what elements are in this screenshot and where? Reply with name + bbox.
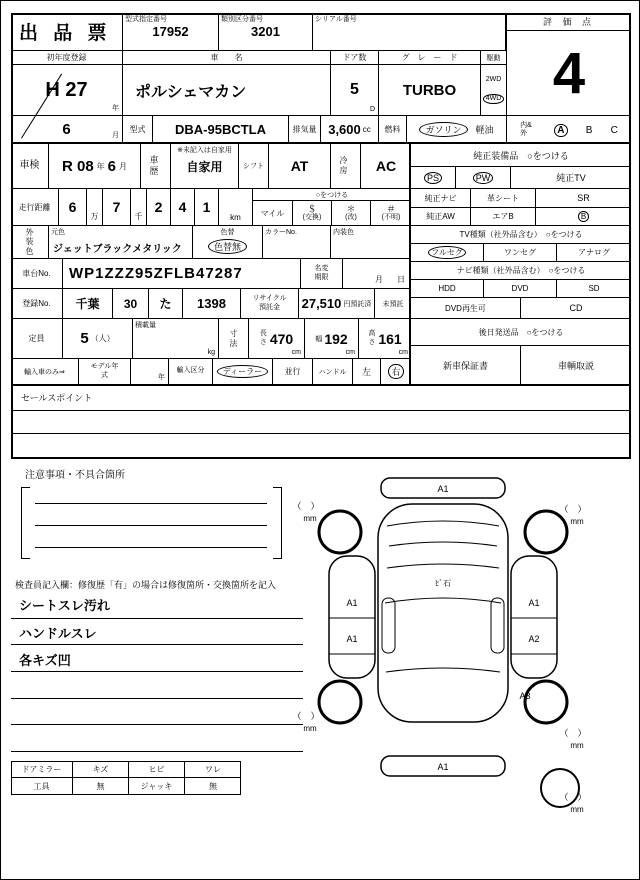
grade-value: TURBO bbox=[402, 81, 457, 99]
tread-bracket-front-left: （ ） bbox=[292, 501, 320, 511]
note-rule-1 bbox=[11, 618, 303, 619]
shaken-label-cell: 車検 bbox=[11, 144, 49, 189]
right-door-inner-shape bbox=[491, 598, 504, 653]
mileage-km-cell: km bbox=[219, 189, 253, 226]
recycle-value-cell: 27,510 円預託済 bbox=[299, 289, 375, 319]
ext-color-label-cell: 外装色 bbox=[11, 226, 49, 259]
shaken-value-cell: R 08 年 6 月 bbox=[49, 144, 141, 189]
rear-bumper-grade: A1 bbox=[437, 484, 449, 494]
chassis-value-cell bbox=[63, 259, 301, 289]
grade-header: グ レ ー ド bbox=[379, 51, 481, 65]
right-rear-fender-grade: A3 bbox=[519, 691, 531, 701]
handle-right-selected: 右 bbox=[388, 364, 403, 379]
right-side-panel-shape bbox=[511, 556, 557, 678]
tread-mm-spare: mm bbox=[570, 805, 584, 814]
dimensions-label-cell: 寸法 bbox=[219, 319, 249, 359]
warranty-cell: 新車保証書 bbox=[411, 346, 521, 384]
windshield-bottom-line bbox=[385, 598, 501, 603]
tread-mm-rear-right: mm bbox=[570, 741, 584, 750]
ac-value: AC bbox=[375, 158, 397, 174]
left-rear-door-grade: A1 bbox=[346, 634, 358, 644]
ps-option bbox=[411, 167, 456, 189]
sales-point-label-cell: セールスポイント bbox=[21, 392, 93, 403]
displacement-label-cell: 排気量 bbox=[289, 116, 321, 142]
fuel-cell bbox=[407, 116, 506, 142]
inspector-note-2: ハンドルスレ bbox=[19, 625, 97, 641]
rear-glass-top-line bbox=[387, 521, 499, 526]
ps-selected: PS bbox=[424, 172, 442, 184]
reg-kana-cell: た bbox=[149, 289, 183, 319]
mirror-crack-cell: ヒビ bbox=[129, 761, 185, 778]
shaken-year: R 08 bbox=[61, 157, 94, 175]
tv-type-header: TV種類（社外品含む） ○をつける bbox=[411, 226, 631, 244]
caution-line-1 bbox=[35, 503, 267, 504]
first-reg-year: H 27 bbox=[45, 78, 88, 101]
model-code-cell bbox=[123, 13, 219, 51]
later-shipping-header: 後日発送品 ○をつける bbox=[411, 319, 631, 346]
score-label: 評 価 点 bbox=[542, 17, 595, 27]
shift-value-cell bbox=[269, 144, 331, 189]
chassis-label-cell: 車台No. bbox=[11, 259, 63, 289]
history-value: 自家用 bbox=[186, 159, 223, 174]
right-front-door-grade: A1 bbox=[528, 598, 540, 608]
shift-value: AT bbox=[290, 158, 309, 174]
left-side-panel-shape bbox=[329, 556, 375, 678]
chassis-number: WP1ZZZ95ZFLB47287 bbox=[69, 265, 243, 282]
handle-label-cell: ハンドル bbox=[313, 359, 353, 384]
mirror-break-cell: ワレ bbox=[185, 761, 241, 778]
color-change-cell: 色替 色替無 bbox=[193, 226, 263, 259]
wheel-rear-right bbox=[525, 681, 567, 723]
fuel-label-cell: 燃料 bbox=[379, 116, 407, 142]
capacity-label-cell: 定員 bbox=[11, 319, 63, 359]
capacity-value-cell: 5 （人） bbox=[63, 319, 133, 359]
mileage-unknown-option: ＃ (不明) bbox=[371, 201, 411, 226]
note-rule-5 bbox=[11, 724, 303, 725]
genuine-aw-option: 純正AW bbox=[411, 208, 471, 226]
dealer-selected: ディーラー bbox=[217, 365, 268, 378]
first-reg-year-cell bbox=[11, 65, 123, 116]
color-change-none-selected: 色替無 bbox=[208, 239, 247, 254]
genuine-navi-option: 純正ナビ bbox=[411, 189, 471, 208]
manual-cell: 車輌取説 bbox=[557, 360, 594, 371]
load-cell: 積載量 kg bbox=[133, 319, 219, 359]
airbag-option: エアB bbox=[471, 208, 536, 226]
pw-selected: PW bbox=[473, 172, 494, 184]
wheel-rear-left bbox=[319, 681, 361, 723]
recycle-amount: 27,510 bbox=[301, 296, 342, 311]
jack-label-cell: ジャッキ bbox=[129, 778, 185, 795]
class-code-label: 類別区分番号 bbox=[221, 16, 263, 23]
right-rear-door-grade: A2 bbox=[528, 634, 540, 644]
windshield-chip-note: ﾋﾞ石 bbox=[435, 579, 451, 588]
hdd-option: HDD bbox=[411, 280, 484, 298]
width-cell: 幅 192 cm bbox=[305, 319, 359, 359]
history-label-cell: 車歴 bbox=[141, 144, 171, 189]
fuel-diesel: 軽油 bbox=[475, 124, 494, 135]
sales-line-1 bbox=[11, 410, 631, 411]
wheel-front-right bbox=[525, 511, 567, 553]
drive-header: 駆動 bbox=[481, 51, 506, 65]
rear-glass-bottom-line bbox=[389, 542, 497, 546]
front-bumper-grade: A1 bbox=[437, 762, 449, 772]
mirror-scratch-cell: キズ bbox=[73, 761, 129, 778]
color-no-cell: カラーNo. bbox=[263, 226, 331, 259]
cd-option: CD bbox=[521, 298, 631, 319]
mileage-digit-4: 4 bbox=[171, 189, 195, 226]
displacement-cell bbox=[321, 116, 379, 142]
interior-color-cell: 内装色 bbox=[331, 226, 411, 259]
model-value-cell bbox=[153, 116, 289, 142]
history-note: ※未記入は自家用 bbox=[177, 147, 232, 154]
mileage-unit-man: 万 bbox=[87, 189, 103, 226]
doors-cell bbox=[331, 65, 379, 116]
dvd-play-option: DVD再生可 bbox=[411, 298, 521, 319]
model-code-label: 型式指定番号 bbox=[125, 16, 167, 23]
displacement-unit: cc bbox=[362, 124, 371, 134]
score-label-cell bbox=[506, 13, 631, 31]
month-unit: 月 bbox=[112, 132, 119, 139]
handle-left-option: 左 bbox=[353, 359, 381, 384]
note-rule-2 bbox=[11, 644, 303, 645]
inspector-note-1: シートスレ汚れ bbox=[19, 597, 110, 613]
tread-mm-front-left: mm bbox=[303, 514, 317, 523]
import-type-label-cell: 輸入区分 bbox=[169, 359, 213, 384]
tools-none-cell: 無 bbox=[73, 778, 129, 795]
tread-bracket-spare: （ ） bbox=[559, 792, 587, 802]
mileage-unit-sen: 千 bbox=[131, 189, 147, 226]
car-name: ポルシェマカン bbox=[135, 83, 247, 101]
left-door-inner-shape bbox=[382, 598, 395, 653]
roof-bottom-line bbox=[387, 564, 499, 568]
drive-cell bbox=[481, 65, 506, 116]
left-front-door-grade: A1 bbox=[346, 598, 358, 608]
drive-4wd-selected: 4WD bbox=[483, 94, 505, 104]
mileage-digit-3: 2 bbox=[147, 189, 171, 226]
shift-label-cell: シフト bbox=[239, 144, 269, 189]
sheet-title-cell bbox=[11, 13, 123, 51]
doors-value: 5 bbox=[350, 81, 359, 98]
model-label-cell: 型式 bbox=[123, 116, 153, 142]
mileage-digit-5: 1 bbox=[195, 189, 219, 226]
tools-label-cell: 工具 bbox=[11, 778, 73, 795]
year-unit: 年 bbox=[112, 105, 119, 112]
height-cell: 高さ 161 cm bbox=[359, 319, 411, 359]
b-selected: B bbox=[578, 211, 589, 222]
base-color-value: ジェットブラックメタリック bbox=[53, 243, 182, 255]
handle-right-option bbox=[381, 359, 411, 384]
airbag-b-selected-cell bbox=[536, 208, 631, 226]
mileage-digit-1: 6 bbox=[59, 189, 87, 226]
caution-bracket-right bbox=[273, 487, 282, 559]
first-reg-header: 初年度登録 bbox=[11, 51, 123, 65]
mileage-exchange-option: ＄ (交換) bbox=[293, 201, 332, 226]
recycle-label-cell: リサイクル預託金 bbox=[241, 289, 299, 319]
model-year-value-cell: 年 bbox=[131, 359, 169, 384]
note-rule-3 bbox=[11, 671, 303, 672]
model-code-value: 17952 bbox=[152, 24, 189, 39]
car-body-shape bbox=[378, 504, 508, 722]
reg-number-cell: 1398 bbox=[183, 289, 241, 319]
oneseg-option: ワンセグ bbox=[484, 244, 557, 262]
import-only-label-cell: 輸入車のみ⇒ bbox=[11, 359, 79, 384]
car-damage-diagram bbox=[283, 466, 640, 838]
mileage-digit-2: 7 bbox=[103, 189, 131, 226]
class-code-cell bbox=[219, 13, 313, 51]
rename-deadline-label-cell: 名変期限 bbox=[301, 259, 343, 289]
caution-line-2 bbox=[35, 525, 267, 526]
grade-a-selected: A bbox=[554, 124, 567, 137]
inex-label: 内&外 bbox=[520, 122, 532, 137]
mirror-label-cell: ドアミラー bbox=[11, 761, 73, 778]
length-cell: 長さ 470 cm bbox=[249, 319, 305, 359]
doors-unit: D bbox=[369, 106, 375, 113]
mileage-mile-option: マイル bbox=[253, 201, 293, 226]
car-name-header: 車 名 bbox=[123, 51, 331, 65]
mileage-modified-option: ＊ (改) bbox=[332, 201, 371, 226]
sd-option: SD bbox=[557, 280, 631, 298]
reg-class-cell: 30 bbox=[113, 289, 149, 319]
ac-value-cell bbox=[361, 144, 411, 189]
genuine-equip-header: 純正装備品 ○をつける bbox=[411, 144, 631, 167]
hood-line bbox=[386, 668, 500, 672]
dvd-option: DVD bbox=[484, 280, 557, 298]
sales-line-2 bbox=[11, 433, 631, 434]
ac-label-cell: 冷房 bbox=[331, 144, 361, 189]
model-year-label-cell: モデル年式 bbox=[79, 359, 131, 384]
navi-type-header: ナビ種類（社外品含む） ○をつける bbox=[411, 262, 631, 280]
doors-header: ドア数 bbox=[331, 51, 379, 65]
tread-bracket-front-right: （ ） bbox=[559, 504, 587, 514]
fullseg-selected: フルセグ bbox=[428, 246, 466, 259]
tread-bracket-rear-left: （ ） bbox=[292, 711, 320, 721]
inspector-note-3: 各キズ凹 bbox=[19, 652, 71, 668]
score-value: 4 bbox=[552, 40, 586, 106]
width-value: 192 bbox=[324, 330, 348, 347]
tread-mm-front-right: mm bbox=[570, 517, 584, 526]
grade-cell bbox=[379, 65, 481, 116]
note-rule-6 bbox=[11, 751, 303, 752]
tread-mm-rear-left: mm bbox=[303, 724, 317, 733]
mileage-label-cell: 走行距離 bbox=[11, 189, 59, 226]
serial-label: シリアル番号 bbox=[315, 16, 357, 23]
reg-no-label-cell: 登録No. bbox=[11, 289, 63, 319]
caution-title: 注意事項・不具合箇所 bbox=[25, 469, 125, 481]
first-reg-month-cell bbox=[11, 116, 123, 142]
history-value-cell bbox=[171, 144, 239, 189]
grade-c: C bbox=[610, 124, 618, 136]
serial-cell bbox=[313, 13, 506, 51]
inspector-title: 検査員記入欄：修復歴「有」の場合は修復箇所・交換箇所を記入 bbox=[15, 579, 277, 590]
score-value-cell bbox=[506, 31, 631, 116]
car-name-cell bbox=[123, 65, 331, 116]
recycle-none-cell: 未預託 bbox=[375, 289, 411, 319]
height-value: 161 bbox=[378, 330, 402, 347]
interior-exterior-grade-cell bbox=[506, 116, 631, 144]
wheel-front-left bbox=[319, 511, 361, 553]
analog-option: アナログ bbox=[557, 244, 631, 262]
reg-area-cell: 千葉 bbox=[63, 289, 113, 319]
base-color-cell: 元色 ジェットブラックメタリック bbox=[49, 226, 193, 259]
caution-bracket-left bbox=[21, 487, 30, 559]
mileage-mark-header: ○をつける bbox=[253, 189, 411, 201]
note-rule-4 bbox=[11, 698, 303, 699]
rename-deadline-value-cell: 月 日 bbox=[343, 259, 411, 289]
displacement-value: 3,600 bbox=[328, 121, 361, 137]
shaken-month: 6 bbox=[107, 157, 117, 175]
genuine-tv-option: 純正TV bbox=[511, 167, 631, 189]
first-reg-month: 6 bbox=[62, 120, 71, 138]
model-value: DBA-95BCTLA bbox=[175, 121, 266, 137]
sheet-title: 出 品 票 bbox=[19, 23, 112, 44]
drive-2wd: 2WD bbox=[485, 75, 502, 83]
pw-option bbox=[456, 167, 511, 189]
fullseg-option bbox=[411, 244, 484, 262]
class-code-value: 3201 bbox=[251, 24, 280, 39]
tread-bracket-rear-right: （ ） bbox=[559, 728, 587, 738]
grade-b: B bbox=[585, 124, 593, 136]
parallel-option: 並行 bbox=[273, 359, 313, 384]
dealer-option bbox=[213, 359, 273, 384]
length-value: 470 bbox=[269, 330, 294, 347]
leather-seat-option: 革シート bbox=[471, 189, 536, 208]
fuel-gasoline-selected: ガソリン bbox=[419, 122, 467, 137]
sunroof-option: SR bbox=[536, 189, 631, 208]
jack-none-cell: 無 bbox=[209, 782, 217, 791]
caution-line-3 bbox=[35, 547, 267, 548]
